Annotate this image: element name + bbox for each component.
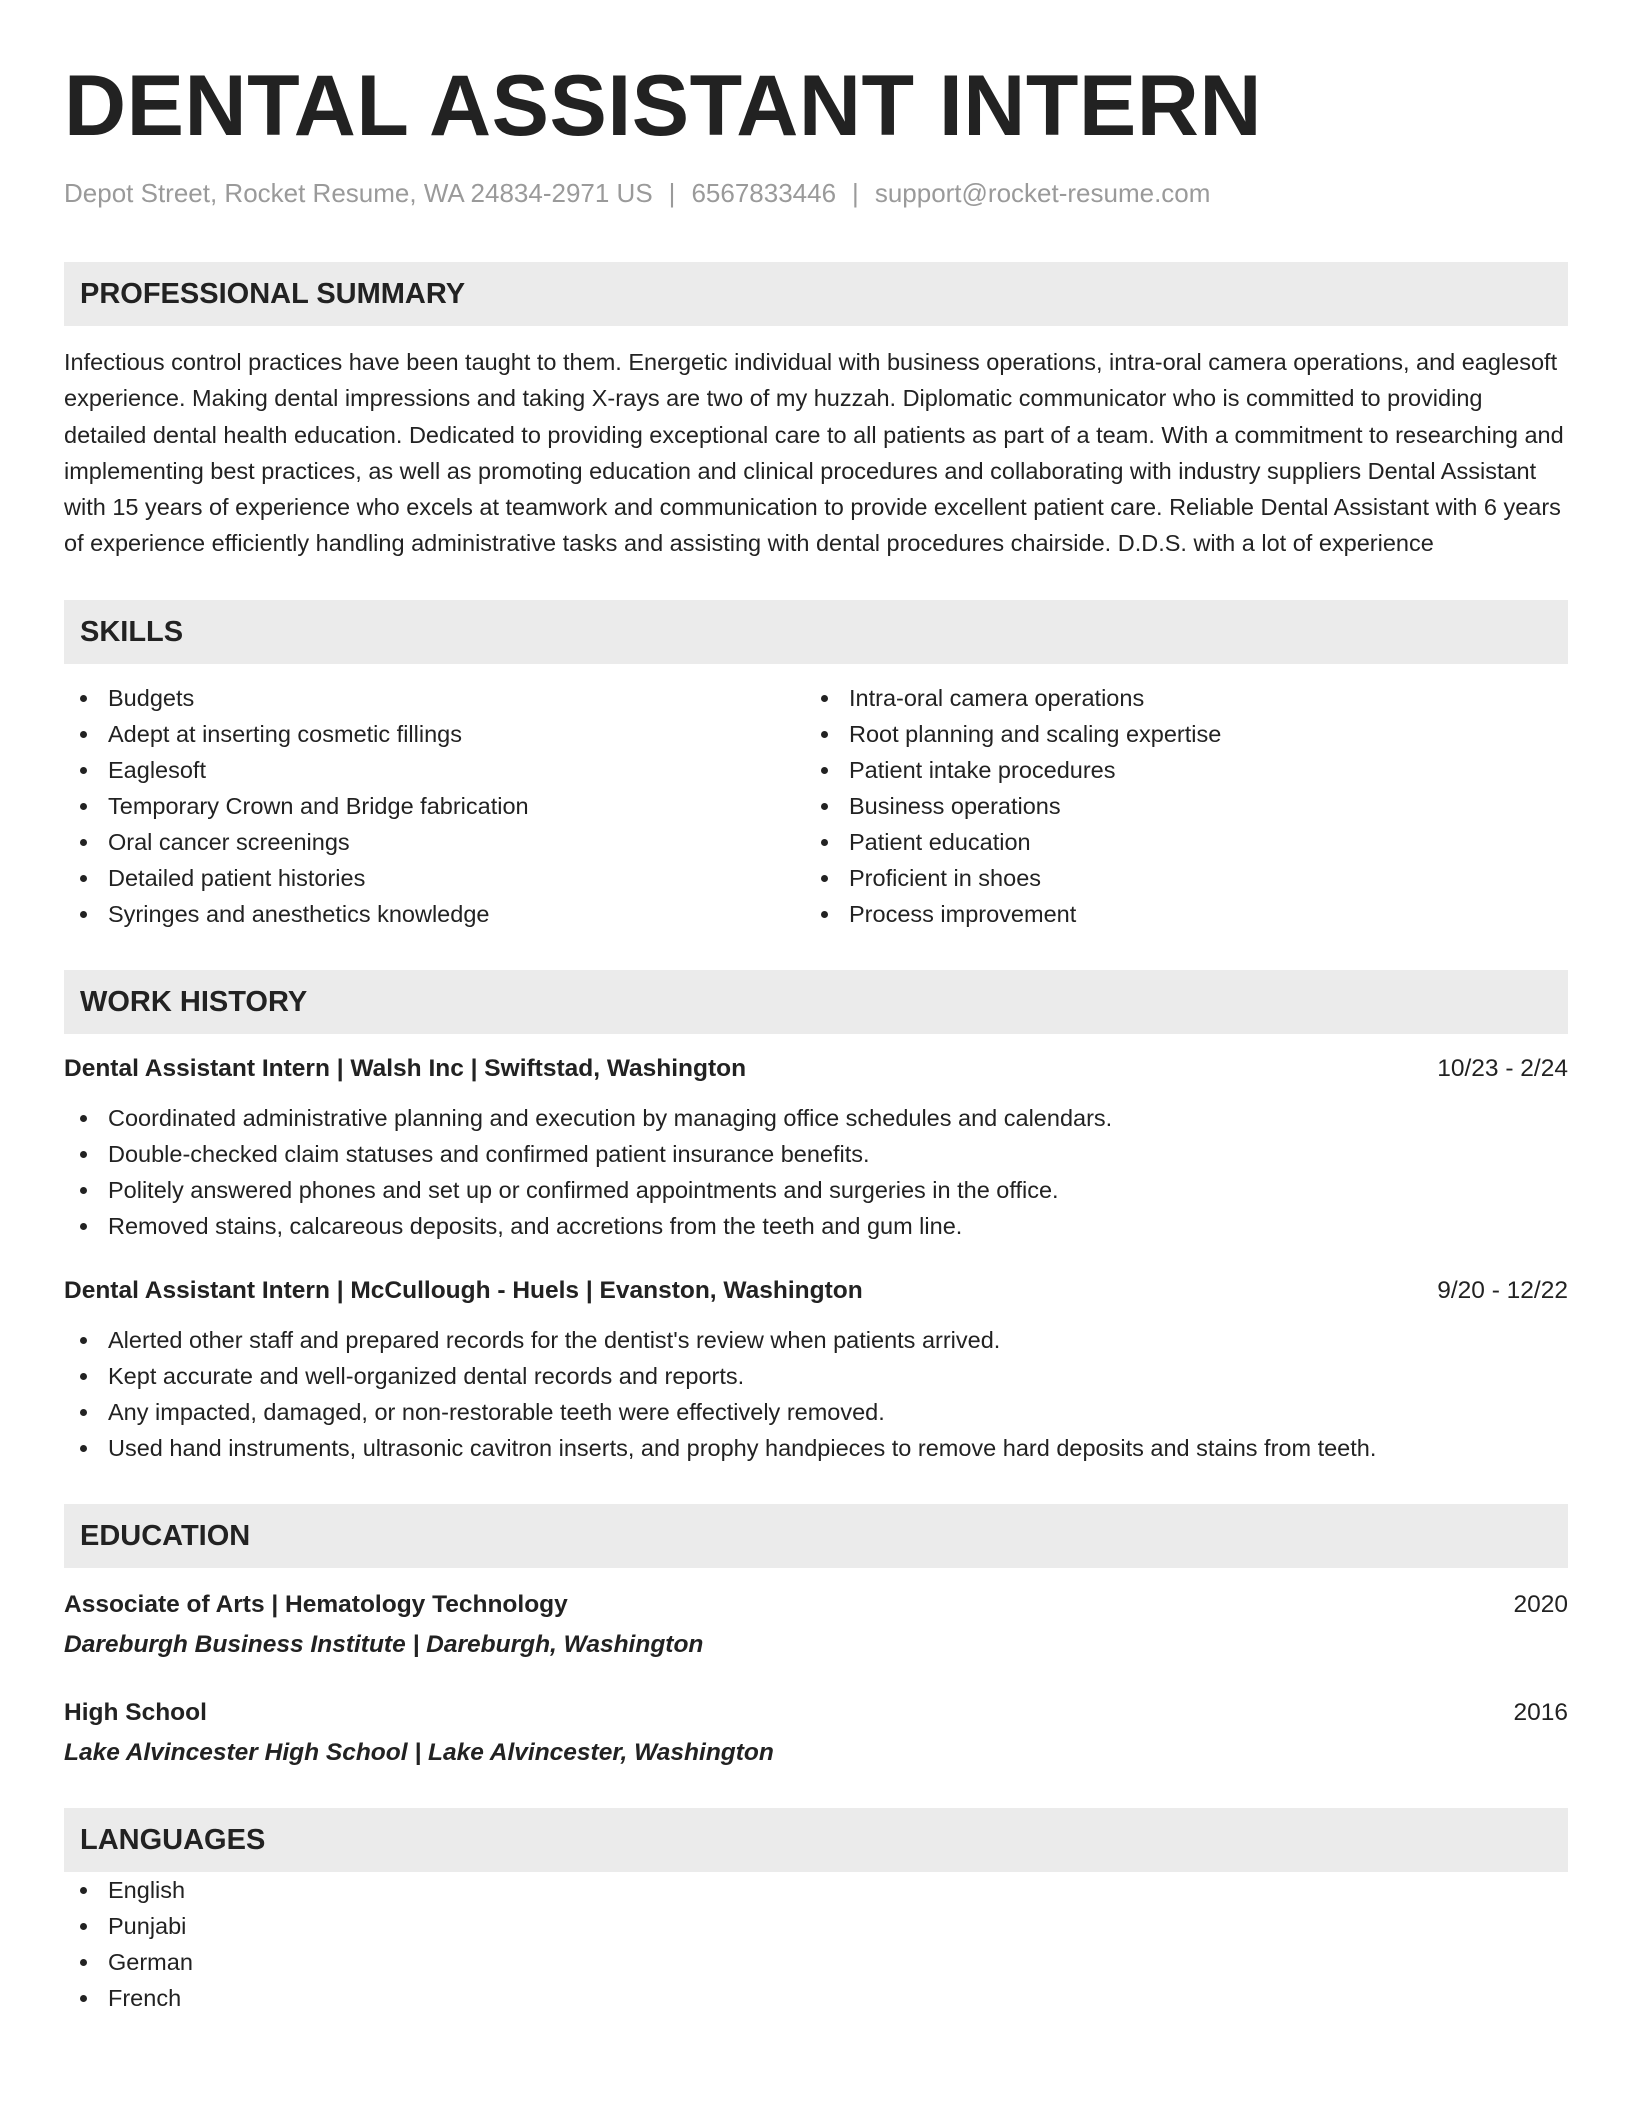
skill-item: Detailed patient histories xyxy=(64,860,805,896)
skill-item: Root planning and scaling expertise xyxy=(805,716,1546,752)
education-header xyxy=(64,1588,1568,1622)
job-dates: 10/23 - 2/24 xyxy=(1437,1054,1568,1082)
job-header xyxy=(64,1052,1568,1086)
contact-separator: | xyxy=(852,178,859,208)
languages-list xyxy=(64,1872,1568,2016)
skills-list xyxy=(64,680,1568,932)
job-entry xyxy=(64,1274,1568,1466)
language-item: German xyxy=(64,1944,1568,1980)
job-header xyxy=(64,1274,1568,1308)
work-history-heading: WORK HISTORY xyxy=(64,970,1568,1034)
education-degree: High School xyxy=(64,1698,207,1726)
job-duty: Kept accurate and well-organized dental records and reports. xyxy=(64,1358,1568,1394)
job-duty: Politely answered phones and set up or confirmed appointments and surgeries in the office. xyxy=(64,1172,1568,1208)
education-entry xyxy=(64,1588,1568,1662)
job-dates: 9/20 - 12/22 xyxy=(1437,1276,1568,1304)
skills-column-left xyxy=(64,680,805,932)
summary-heading: PROFESSIONAL SUMMARY xyxy=(64,262,1568,326)
language-item: Punjabi xyxy=(64,1908,1568,1944)
education-year: 2016 xyxy=(1513,1698,1568,1726)
skill-item: Adept at inserting cosmetic fillings xyxy=(64,716,805,752)
skill-item: Oral cancer screenings xyxy=(64,824,805,860)
job-title: Dental Assistant Intern | McCullough - Huels | Evanston, Washington xyxy=(64,1276,863,1304)
candidate-name: DENTAL ASSISTANT INTERN xyxy=(64,58,1262,154)
job-title: Dental Assistant Intern | Walsh Inc | Swiftstad, Washington xyxy=(64,1054,747,1082)
skill-item: Patient intake procedures xyxy=(805,752,1546,788)
job-duty: Any impacted, damaged, or non-restorable teeth were effectively removed. xyxy=(64,1394,1568,1430)
job-duty: Removed stains, calcareous deposits, and accretions from the teeth and gum line. xyxy=(64,1208,1568,1244)
education-school: Lake Alvincester High School | Lake Alvincester, Washington xyxy=(64,1738,774,1766)
skill-item: Proficient in shoes xyxy=(805,860,1546,896)
job-duty: Alerted other staff and prepared records for the dentist's review when patients arrived. xyxy=(64,1322,1568,1358)
education-header xyxy=(64,1696,1568,1730)
language-item: French xyxy=(64,1980,1568,2016)
languages-heading: LANGUAGES xyxy=(64,1808,1568,1872)
skill-item: Patient education xyxy=(805,824,1546,860)
contact-address: Depot Street, Rocket Resume, WA 24834-2971 US xyxy=(64,178,653,208)
summary-text: Infectious control practices have been taught to them. Energetic individual with business operations, intra-oral camera operations, and eaglesoft experience. Making dental impressions and taking X-rays are two of my huzzah. Diplomatic communicator who is committed to providing detailed dental health education. Dedicated to providing exceptional care to all patients as part of a team. With a commitment to researching and implementing best practices, as well as promoting education and clinical procedures and collaborating with industry suppliers Dental Assistant with 15 years of experience who excels at teamwork and communication to provide excellent patient care. Reliable Dental Assistant with 6 years of experience efficiently handling administrative tasks and assisting with dental procedures chairside. D.D.S. with a lot of experience xyxy=(64,349,1564,557)
job-duty: Double-checked claim statuses and confirmed patient insurance benefits. xyxy=(64,1136,1568,1172)
job-duty: Coordinated administrative planning and execution by managing office schedules and calendars. xyxy=(64,1100,1568,1136)
education-year: 2020 xyxy=(1513,1590,1568,1618)
contact-email: support@rocket-resume.com xyxy=(874,178,1211,208)
education-entry xyxy=(64,1696,1568,1770)
skill-item: Process improvement xyxy=(805,896,1546,932)
skill-item: Syringes and anesthetics knowledge xyxy=(64,896,805,932)
resume-page xyxy=(64,56,1568,2016)
skills-column-right xyxy=(805,680,1546,932)
skill-item: Business operations xyxy=(805,788,1546,824)
education-school: Dareburgh Business Institute | Dareburgh, Washington xyxy=(64,1630,704,1658)
skill-item: Budgets xyxy=(64,680,805,716)
job-duties xyxy=(64,1322,1568,1466)
education-heading: EDUCATION xyxy=(64,1504,1568,1568)
education-degree: Associate of Arts | Hematology Technology xyxy=(64,1590,568,1618)
skill-item: Intra-oral camera operations xyxy=(805,680,1546,716)
job-duties xyxy=(64,1100,1568,1244)
language-item: English xyxy=(64,1872,1568,1908)
skill-item: Temporary Crown and Bridge fabrication xyxy=(64,788,805,824)
contact-line xyxy=(64,176,1568,210)
skills-heading: SKILLS xyxy=(64,600,1568,664)
contact-separator: | xyxy=(668,178,676,208)
job-duty: Used hand instruments, ultrasonic cavitron inserts, and prophy handpieces to remove hard deposits and stains from teeth. xyxy=(64,1430,1568,1466)
contact-phone: 6567833446 xyxy=(691,178,837,208)
job-entry xyxy=(64,1052,1568,1244)
skill-item: Eaglesoft xyxy=(64,752,805,788)
